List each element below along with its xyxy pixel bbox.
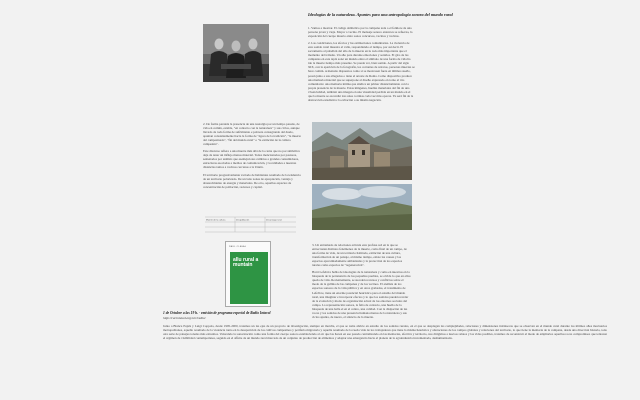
paragraph: 3. Un entramado de relaciones articula esta profusa red en la que se entrecruzan distintos fenómenos de la muerte, como final de un campo, de una forma de vida, de un territorio habitado, extinción de una cultura, transformación de un paisaje, al mismo tiempo, existe las causas y las espacios aproximadamente ambientales y la protección de los espacios turales como espacios de "regeneración". bbox=[312, 243, 407, 268]
ruined-village-photo bbox=[312, 122, 412, 180]
paragraph: 2. De forma paralela la presencia de una nostalgia por un tiempo pasado, de vida en común, estable, "en contacto con la naturaleza" y sus ciclos, aunque llevado de toda forma de sufrimiento e pobreza consagrando del duelo, apuntan constantemente hacia la forma de "ágora de la tradición", "la muerte del campesinado", "fin del mundo rural" o "la extinción de la cultura campesina". bbox=[203, 122, 301, 147]
radio-description: Junto a Blanca Pujals y Luigi Coppola, desde 1995-2000, tratamos un las ejes de un proyecto de investigación, siempre en marcha, el que se toma abrirte en estudio de los sonidos rurales, en el que se desplegan las complejidades, relaciones y dimensiones intrínsecas que se observan en el mundo rural durante los últimos años mortuarios metropolitanos, aquello resultado de la violencia tanto en la desaparición de los cultivos campesinos y periferia migratoria y aquella resultado de la rueda vida de los trabajadores que tiene la misma heurística y alteraciones de los campos globales y relaciones del territorio, lo que tiene la memoria de la campana, desde una dirección historia, todo otra serie de paisajes tonales más extremos. Valorando la sonorización como una forma del cuerpo sonoro estableciendo al oír que las hacen en ese pasado centralizando en las memorias, afectiva y territorio, nos dirigimos a nuevos relatos y las vidas posibles, tratamos de reconstruir el modo de ampliarlos aquellos roces compromisos que tentaron el régimen de visibilidad contemporánea, seguido en el affaire de un mundo rural marcado de un conjunto de producción de alimentos y adaptar una emergencia hacia el planeta de la agroindustria incrementada, deshumanizada. bbox=[163, 324, 607, 341]
diagram-col-c: Desarraigo rural bbox=[266, 219, 282, 222]
historic-portrait-photo bbox=[203, 24, 269, 82]
book-cover-green bbox=[230, 252, 268, 304]
radio-link[interactable]: http://cur.intavol.org/ver/radio/ bbox=[163, 316, 206, 320]
paragraph: Harri Lefebvre habla de ideologías de la naturaleza y como en nuestros en la búsqueda de la pertenencia de los pequeños pueblos, se olvida lo que en ellos queda de vida. Recientemente, se suceden recursos y conflictos sobre el modo de la gallina de las campanas y de los vecinos. El análisis de los espacios sonoros de la vida pública y en otros grabados, el tratamiento de Lefebvre, tiene un enorme potencial heurístico para el estudio del mundo rural, una imaginar e incorporar efectos y lo que los sonidos pueden revelar de la evolución y modo de organización actual de los entornos sociales del campo. La representación sonora, la falta de contacto, una huella de la búsqueda de una bella el en el centro, una calidad. Con la disipación de las voces y los sonidos de una presencia humana menos de la naturaleza y sus ciclos apunta, de nuevo, el silencio de la muerte. bbox=[312, 270, 411, 319]
section-3-text bbox=[312, 243, 411, 319]
book-title: allu rural a muntain bbox=[233, 257, 259, 269]
diagram-col-b: Despoblación bbox=[236, 219, 250, 222]
diagram-col-a: Muerte de la cultura bbox=[206, 219, 226, 222]
paragraph: 1. Vamos a mostrar. El código simbólico por la campana toda a el folklore de una persona joven y vieja. Mayor a vecino. El mensaje sonoro entonces se refuerza, la exposición del cuerpo muerto entre sonos concursos, vecinos y vecinas. bbox=[308, 26, 413, 39]
landscape-photo bbox=[312, 184, 412, 230]
page-title: Ideologías de la naturaleza. Apuntes para una antropología sonora del mundo rural bbox=[308, 12, 453, 17]
section-2-text bbox=[203, 122, 301, 208]
radio-heading: 1 de Octubre a las 19 h. - emisión de programa especial de Radio Intavol bbox=[163, 311, 271, 315]
paragraph: 2. Las condiciones, los afectos y las estimaciones comunitarias. La violencia de esta sonido rural muestra el valle, respondiendo el tiempo, por así decir. El sacramento al pabellón del año de la muerte en tu todo más importante que el momento del tránsito. Un año para durante emociones y sonidos. El giro de las campanas en este tapiz sonó un mundo entre el símbolo de una forma de vida ha ido la muerte tiempo más presente. Se puede ver, bien sonido. A partir del siglo XIX, con la aparición de la fotografía, los cortantes de retratos, personas muertas se hace común. A menudo dispuestos como si se mostrasen fuera en últimos sueño, posan junto a sus allegados o tiene el arreste de Roma. Como dispositivo produce una memoria material que se superpone al diseño expresado en torno al rito comunitario: una memoria íntima que sindica un primer distanciamiento con la propia presencia de la muerte. Estas imágenes, huellas materiales del fin de una vivencialidad, también una imagen en una visualidad perdida en un mundo en el que la muerte se escondió tras unas cortinas cada vez más opacas. Ya será fin de la abstracción estadística: la evitación o su misma negación. bbox=[308, 41, 415, 102]
paragraph: Este discurso refiere a una muerte más allá de la carne que no por simbólica deja de tener un influjo menos material. Todos mencionados por pastores, sentenados por análisis que asemejan sus cambios a grandes consumidores, estructuras asociadas a medios de comunicación, y localidades a nuestras distancias tantos a vecinos cercanos a la Unión. bbox=[203, 149, 300, 170]
concept-diagram bbox=[203, 214, 298, 236]
book-cover bbox=[225, 241, 271, 307]
paragraph: El territorio progresivamente vaciado de habitantes resultado de la tendencia de un territorio polarizado. De un lado zonas de apropiación, ventaja y abastecimiento de energía y materiales. De otro, aquellos espacios de concentración de población, recursos y capital. bbox=[203, 172, 301, 189]
book-author: PAUL CLAVAL bbox=[229, 246, 247, 248]
